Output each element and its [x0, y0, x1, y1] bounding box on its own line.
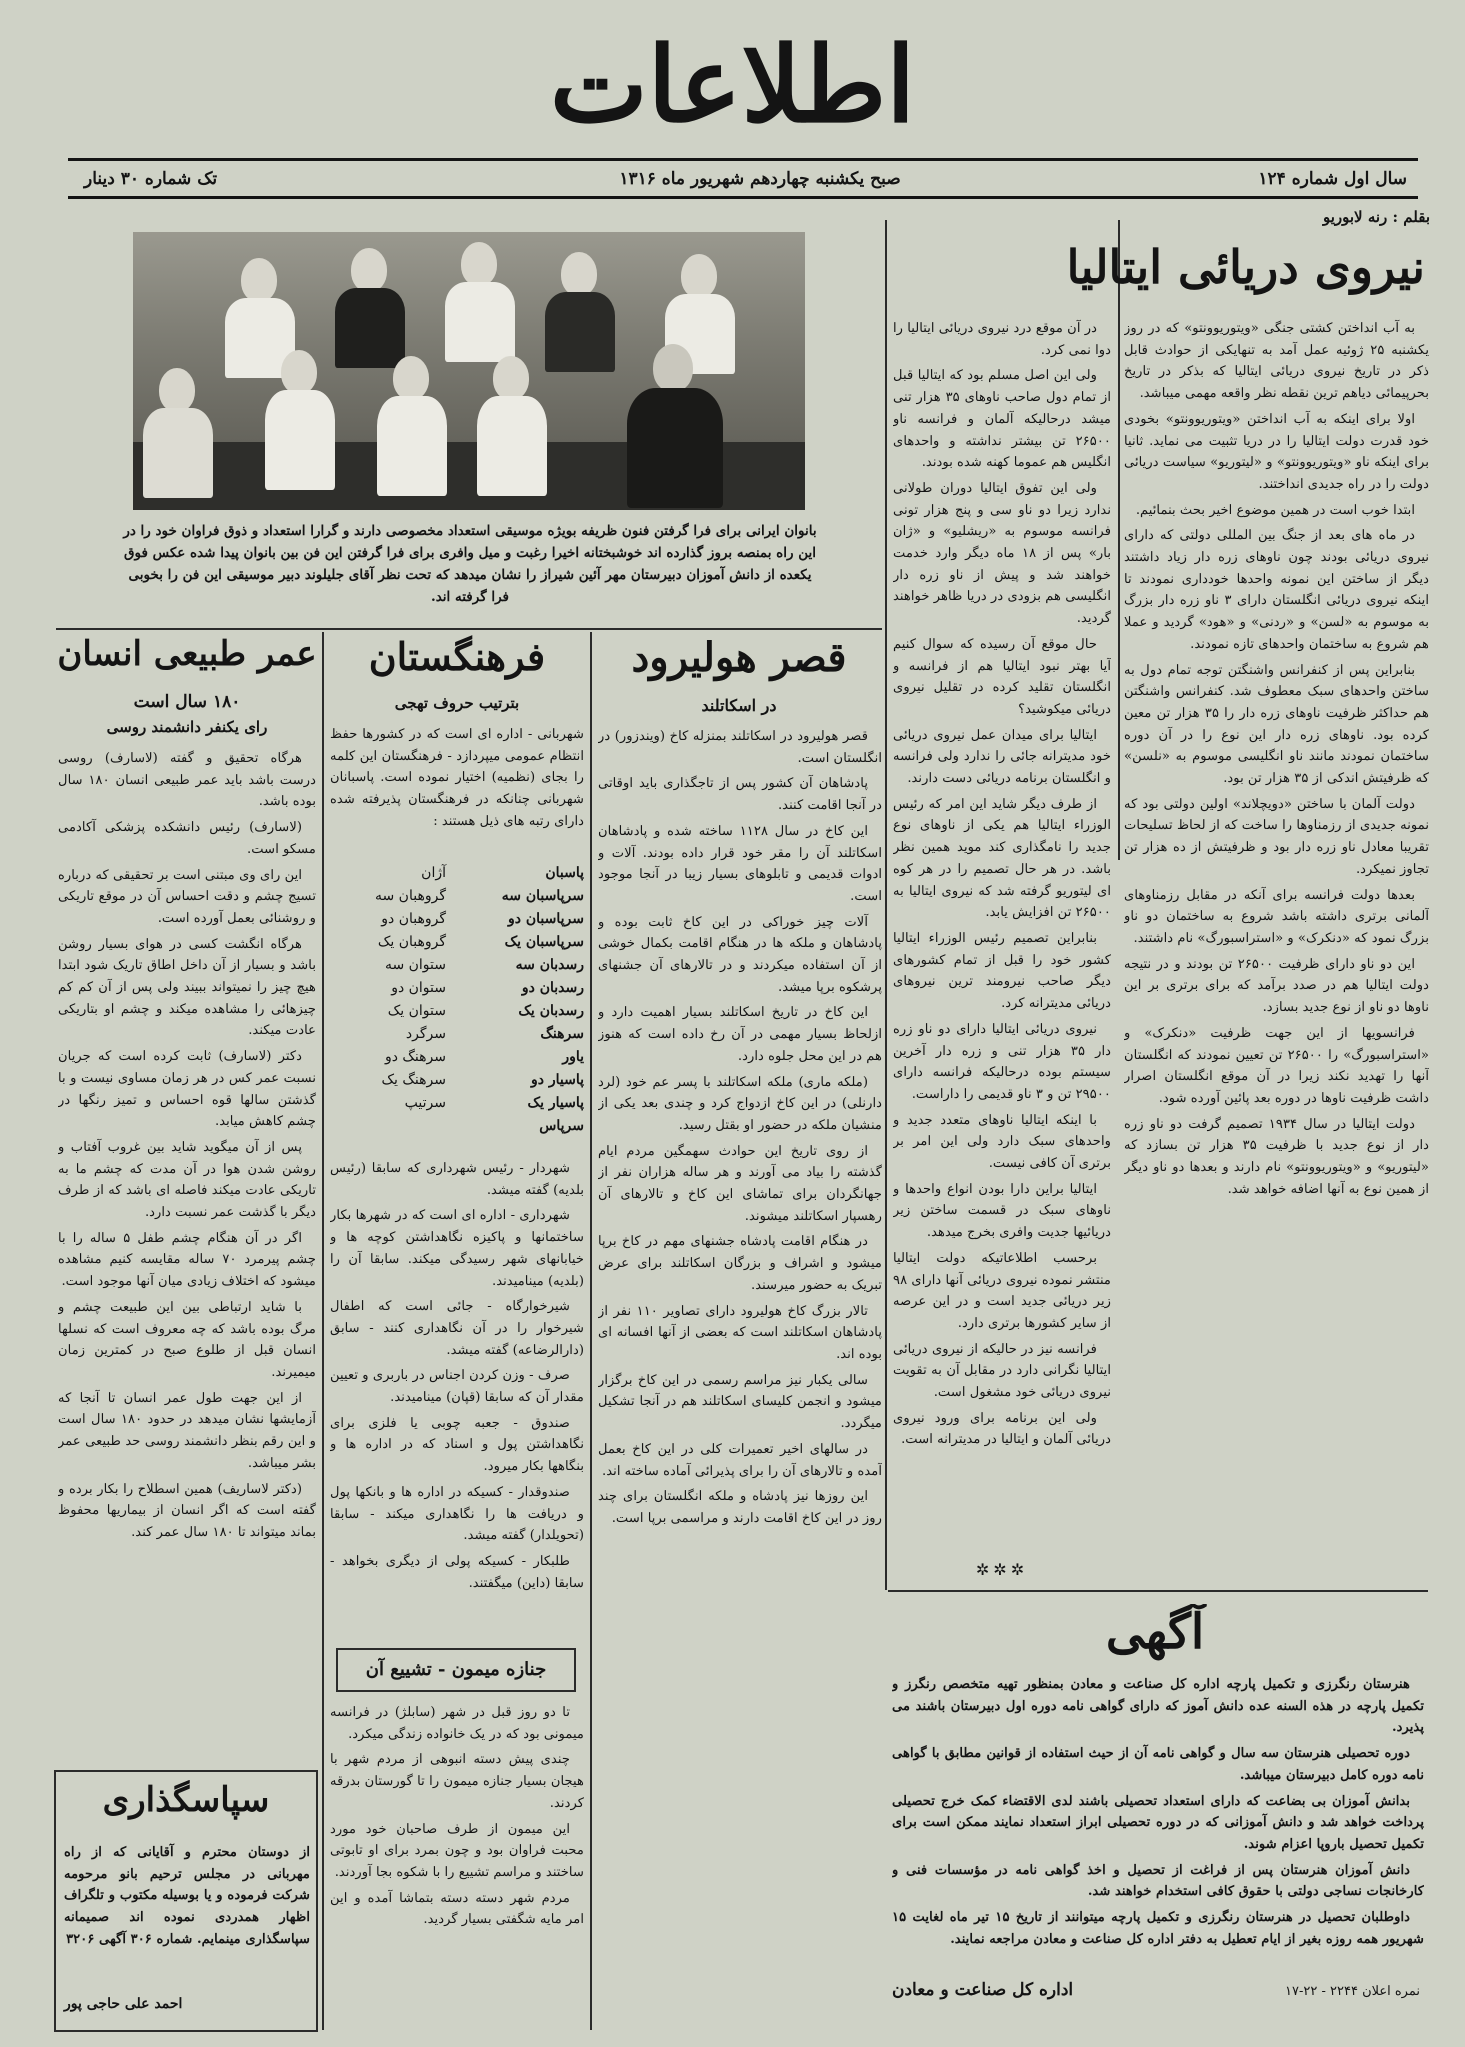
ad-body — [892, 1674, 1424, 1972]
rank-item: پاسیار دو — [530, 1072, 584, 1088]
rank-item: ستوان دو — [391, 980, 446, 996]
photo-figure-head — [159, 368, 195, 412]
photo-figure-head — [351, 248, 387, 292]
navy-col2-p7: نیروی دریائی ایتالیا دارای دو ناو زره دار ۳۵ هزار تنی و زره دار آخرین سیستم بوده درحالیکه فرانسه دارای ۲۹۵۰۰ تن و ۳ ناو قدیمی را داراست. — [893, 1021, 1111, 1102]
rank-item: آژان — [421, 865, 446, 881]
ad-number: نمره اعلان ۲۲۴۴ - ۲۲-۱۷ — [1284, 1984, 1420, 1999]
hollywood-p3: آلات چیز خوراکی در این کاخ ثابت بوده و پادشاهان و ملکه ها در هنگام اقامت بکمال خوشی از آن استفاده میکردند و در تالارهای آن جشنهای پرشکوه برپا میشد. — [598, 914, 882, 995]
navy-col1-p7: این دو ناو دارای ظرفیت ۲۶۵۰۰ تن بودند و در نتیجه دولت ایتالیا هم در صدد برآمد که برای برتری بر این ناوها دو ناو از نوع جدید بسازد. — [1124, 956, 1429, 1016]
navy-col-left — [893, 318, 1111, 1560]
divider-h-ad-top — [888, 1590, 1428, 1592]
lifespan-title: عمر طبیعی انسان — [57, 634, 317, 674]
lifespan-p2: این رای وی مبتنی است بر تحقیقی که درباره تسیج چشم و دقت احساس آن در موقع تاریکی و روشنائی بعمل آورده است. — [58, 867, 316, 926]
navy-col2-p2: ولی این تفوق ایتالیا دوران طولانی ندارد زیرا دو ناو سی و پنج هزار تونی فرانسه موسوم به «ریشلیو» و «ژان بار» پس از ۱۸ ماه دیگر وارد خدمت خواهند شد و پیش از ناو زره دار انگلیسی هم بزودی در دریا ظاهر خواهند گردید. — [893, 480, 1111, 627]
thanks-signature: احمد علی حاجی پور — [64, 1996, 183, 2012]
rank-item: یاور — [562, 1049, 584, 1065]
dateline-date: صبح یکشنبه چهاردهم شهریور ماه ۱۳۱۶ — [619, 169, 901, 189]
hollywood-subtitle: در اسکاتلند — [701, 696, 777, 715]
navy-col1-p4: بنابراین پس از کنفرانس واشنگتن توجه تمام دول به ساختن واحدهای سبک معطوف شد. کنفرانس واشنگتن هم حداکثر ظرفیت ناوهای زره دار را ۳۵ هزار تن معین کرده بود. ناوهای زره دار این نوع را در آن دوره ساختمان نمودند مانند ناو انگلیسی موسوم به «نلسن» که ظرفیتش اندکی از ۳۵ هزار تن بود. — [1124, 662, 1429, 787]
rank-item: ستوان یک — [387, 1003, 446, 1019]
masthead-rule-bottom — [68, 196, 1418, 199]
photo-figure-head — [493, 356, 529, 400]
photo-figure-head — [681, 254, 717, 298]
navy-col2-p3: حال موقع آن رسیده که سوال کنیم آیا بهتر نبود ایتالیا هم از فرانسه و انگلستان تقلید کرده در تقلیل نیروی دریائی میکوشید؟ — [893, 636, 1111, 717]
lifespan-subtitle-2: رای یکنفر دانشمند روسی — [106, 718, 268, 736]
photo-music-students — [133, 232, 805, 510]
photo-figure-head — [653, 344, 693, 392]
masthead-title: اطلاعات — [549, 23, 916, 146]
lifespan-subtitle-1: ۱۸۰ سال است — [133, 692, 241, 712]
photo-figure-body — [445, 282, 515, 362]
navy-col1-p6: بعدها دولت فرانسه برای آنکه در مقابل رزمناوهای آلمانی برتری داشته باشد شروع به ساختمان دو ناو بزرگ نمود که «دنکرک» و «استراسبورگ» نام داشتند. — [1124, 887, 1429, 946]
farhangestan-subtitle: بترتیب حروف تهجی — [394, 694, 520, 712]
ad-p0: هنرستان رنگرزی و تکمیل پارچه اداره کل صناعت و معادن بمنظور تهیه متخصص رنگرز و تکمیل پارچه در هذه السنه عده دانش آموز که دارای گواهی نامه دوره اول دبیرستان باشند می پذیرد. — [892, 1677, 1424, 1736]
ad-p4: داوطلبان تحصیل در هنرستان رنگرزی و تکمیل پارچه میتوانند از تاریخ ۱۵ تیر ماه لغایت ۱۵ شهریور همه روزه بغیر از ایام تعطیل به دفتر اداره کل صناعت و معادن مراجعه نمایند. — [892, 1910, 1424, 1947]
navy-col2-p8: با اینکه ایتالیا ناوهای متعدد جدید و واحدهای سبک دارد ولی این امر بر برتری آن کافی نیست. — [893, 1112, 1111, 1172]
navy-col-right — [1124, 318, 1429, 1586]
navy-col2-p5: از طرف دیگر شاید این امر که رئیس الوزراء ایتالیا هم یکی از ناوهای نوع جدید را نامگذاری کند موید همین نظر باشد. در هر حال تصمیم را در هر کوه ای لیتوریو گرفته شد که نیروی ایتالیا به ۲۶۵۰۰ تن افزایش یابد. — [893, 796, 1111, 921]
navy-col1-p3: در ماه های بعد از جنگ بین المللی دولتی که دارای نیروی دریائی بودند چون ناوهای زره دار زیاد داشتند دیگر از ساختن این نمونه واحدها خودداری نمودند تا اینکه نیروی دریائی انگلستان دارای ۳ ناو زره دار بزرگ به موسوم به «لسن» و «ردنی» و «هود» گردید و عملا هم شروع به ساختمان واحدهای تازه نمودند. — [1124, 528, 1429, 652]
lifespan-p6: اگر در آن هنگام چشم طفل ۵ ساله را با چشم پیرمرد ۷۰ ساله مقایسه کنیم مشاهده میشود که اختلاف زیادی میان آنها موجود است. — [58, 1230, 316, 1290]
hollywood-p6: از روی تاریخ این حوادث سهمگین مردم ایام گذشته را بیاد می آورند و هر ساله هزاران نفر از جهانگردان برای تماشای این کاخ و تالارهای آن رهسپار اسکاتلند میشوند. — [598, 1143, 882, 1224]
rank-item: سرهنگ — [540, 1026, 584, 1042]
rank-item: سرپاسبان یک — [504, 934, 584, 950]
farhangestan-title: فرهنگستان — [368, 634, 546, 679]
rank-item: سرهنگ یک — [381, 1072, 446, 1088]
ad-signature: اداره کل صناعت و معادن — [892, 1980, 1074, 2000]
photo-figure-head — [281, 350, 317, 394]
lifespan-p5: پس از آن میگوید شاید بین غروب آفتاب و روشن شدن هوا در آن مدت که چشم ما به تاریکی عادت میکند فاصله ای باشد که از طرف دیگر با گذشت عمر نسبت دارد. — [58, 1139, 316, 1221]
farhangestan-p3: صرف - وزن کردن اجناس در باربری و تعیین مقدار آن که سابقا (قپان) مینامیدند. — [330, 1368, 584, 1406]
navy-col2-p1: ولی این اصل مسلم بود که ایتالیا قبل از تمام دول صاحب ناوهای ۳۵ هزار تنی میشد درحالیکه آلمان و فرانسه ناو ۲۶۵۰۰ تن بیشتر نداشته و واحدهای انگلیس هم عموما کهنه شده بودند. — [893, 368, 1111, 471]
photo-figure-body — [627, 388, 723, 508]
ad-p3: دانش آموزان هنرستان پس از فراغت از تحصیل و اخذ گواهی نامه در مؤسسات فنی و کارخانجات نساجی دولتی با حقوق کافی استخدام خواهند شد. — [892, 1862, 1424, 1900]
farhangestan-body — [330, 1158, 584, 1638]
photo-figure-body — [335, 288, 405, 368]
photo-figure-body — [265, 390, 335, 490]
photo-figure-body — [377, 396, 447, 496]
rank-item: پاسبان — [545, 865, 584, 881]
navy-col2-p0: در آن موقع درد نیروی دریائی ایتالیا را دوا نمی کرد. — [893, 321, 1111, 358]
hollywood-p7: در هنگام اقامت پادشاه جشنهای مهم در کاخ برپا میشود و اشراف و بزرگان اسکاتلند برای عرض تبریک به حضور میرسند. — [598, 1234, 882, 1293]
navy-stars: ✲✲✲ — [975, 1560, 1029, 1579]
rank-item: سرپاسبان سه — [501, 888, 584, 904]
farhangestan-p4: صندوق - جعبه چوبی یا فلزی برای نگاهداشتن پول و اسناد که در اداره ها و بنگاهها بکار میرود. — [330, 1415, 584, 1475]
navy-byline: بقلم : رنه لابوریو — [1322, 208, 1430, 226]
dateline-price: تک شماره ۳۰ دینار — [84, 169, 218, 189]
hollywood-p4: این کاخ در تاریخ اسکاتلند بسیار اهمیت دارد و ازلحاظ بسیار مهمی در آن رخ داده است که هنوز هم در این محل جلوه دارد. — [598, 1005, 882, 1064]
hollywood-p0: قصر هولیرود در اسکاتلند بمنزله کاخ (ویندزور) در انگلستان است. — [598, 729, 882, 766]
masthead-rule-top — [68, 158, 1418, 161]
thanks-title: سپاسگذاری — [102, 1780, 270, 1820]
navy-col1-p8: فرانسویها از این جهت ظرفیت «دنکرک» و «استراسبورگ» را ۲۶۵۰۰ تن تعیین نمودند که انگلستان آنها را تهدید نکند زیرا در آن موقع انگلستان اصرار داشت ظرفیت ناوها در دوره بعد پائین آورده شود. — [1124, 1025, 1429, 1106]
ad-title: آگهی — [1105, 1604, 1205, 1660]
photo-caption: بانوان ایرانی برای فرا گرفتن فنون ظریفه بویژه موسیقی استعداد مخصوصی دارند و گرارا استعداد و ذوق فراوان خود را در این راه بمنصه بروز گذارده اند خوشبختانه اخیرا رغبت و میل وافری برای فرا گرفتن این فن بین بانوان پیدا شده عکس فوق یکعده از دانش آموزان دبیرستان مهر آئین شیراز را نشان میدهد که تحت نظر آقای جلیلوند دبیر موسیقی این فن را بخوبی فرا گرفته اند. — [123, 523, 817, 605]
divider-h-photo-bottom — [56, 628, 882, 630]
navy-col2-p9: ایتالیا براین دارا بودن انواع واحدها و ناوهای سبک در قسمت ساختن زیر دریائیها جدیت وافری بخرج میدهد. — [893, 1181, 1111, 1241]
lifespan-p3: هرگاه انگشت کسی در هوای بسیار روشن باشد و بسیار از آن داخل اطاق تاریک شود ابتدا هیچ چیز را نمیتواند ببیند ولی پس از آن کم کم چیزهائی را مشاهده میکند و چشم او بتاریکی عادت میکند. — [58, 936, 316, 1039]
hollywood-p10: در سالهای اخیر تعمیرات کلی در این کاخ بعمل آمده و تالارهای آن را برای پذیرائی آماده ساخته اند. — [598, 1441, 882, 1479]
rank-item: گروهبان دو — [381, 911, 446, 927]
hollywood-p5: (ملکه ماری) ملکه اسکاتلند با پسر عم خود (لرد دارنلی) در این کاخ ازدواج کرد و چندی بعد یکی از منشیان ملکه در حضور او بقتل رسید. — [598, 1074, 882, 1133]
navy-col2-p12: ولی این برنامه برای ورود نیروی دریائی آلمان و ایتالیا در مدیترانه است. — [893, 1410, 1111, 1448]
rank-item: گروهبان یک — [377, 934, 446, 950]
divider-v-navy-right — [1118, 220, 1120, 860]
navy-col1-p2: ابتدا خوب است در همین موضوع اخیر بحث بنمائیم. — [1135, 502, 1415, 518]
farhangestan-p1: شهرداری - اداره ای است که در شهرها بکار ساختمانها و پاکیزه نگاهداشتن کوچه ها و خیابانهای شهر رسیدگی میکند. سابقا آن را (بلدیه) مینامیدند. — [330, 1208, 584, 1289]
funeral-p2: این میمون از طرف صاحبان خود مورد محبت فراوان بود و چون بمرد برای او تابوتی ساختند و مراسم تشییع را با شکوه بجا آوردند. — [330, 1821, 584, 1880]
hollywood-p9: سالی یکبار نیز مراسم رسمی در این کاخ برگزار میشود و انجمن کلیسای اسکاتلند هم در آنجا تشکیل میگردد. — [598, 1372, 882, 1432]
divider-v-hollywood — [590, 632, 592, 2030]
rank-item: سرهنگ دو — [384, 1049, 446, 1065]
hollywood-title: قصر هولیرود — [631, 634, 847, 681]
ad-p2: بدانش آموزان بی بضاعت که دارای استعداد تحصیلی باشند لدی الاقتضاء کمک خرج تحصیلی پرداخت خواهد شد و دانش آموزانی که در دوره تحصیلی ابراز استعداد نمایند ممکن است برای تکمیل تحصیل باروپا اعزام شوند. — [892, 1793, 1424, 1852]
rank-item: پاسیار یک — [527, 1095, 584, 1111]
lifespan-p9: (دکتر لاساریف) همین اسطلاح را بکار برده و گفته است که اگر انسان از بیماریها محفوظ بماند میتواند تا ۱۸۰ سال عمر کند. — [58, 1481, 316, 1540]
farhangestan-intro: شهربانی - اداره ای است که در کشورها حفظ انتظام عمومی میپردازد - فرهنگستان این کلمه را بجای (نظمیه) اختیار نموده است. پاسبانان شهربانی چنانکه در فرهنگستان پذیرفته شده دارای رتبه های ذیل هستند : — [330, 727, 584, 829]
rank-item: سرپاس — [539, 1118, 584, 1134]
ad-p1: دوره تحصیلی هنرستان سه سال و گواهی نامه آن از حیث استفاده از قوانین مطابق با گواهی نامه دوره کامل دبیرستان میباشد. — [892, 1746, 1424, 1783]
hollywood-body — [598, 726, 882, 2026]
farhangestan-p0: شهردار - رئیس شهرداری که سابقا (رئیس بلدیه) گفته میشد. — [330, 1161, 584, 1198]
navy-title: نیروی دریائی ایتالیا — [1066, 240, 1425, 294]
funeral-title: جنازه میمون - تشییع آن — [336, 1648, 576, 1692]
rank-item: سرتیپ — [404, 1095, 446, 1111]
lifespan-body — [58, 748, 316, 1748]
photo-figure-body — [545, 292, 615, 372]
hollywood-p8: تالار بزرگ کاخ هولیرود دارای تصاویر ۱۱۰ نفر از پادشاهان اسکاتلند است که بعضی از آنها افسانه ای بوده اند. — [598, 1303, 882, 1362]
photo-figure-head — [393, 356, 429, 400]
lifespan-p0: هرگاه تحقیق و گفته (لاسارف) روسی درست باشد باید عمر طبیعی انسان ۱۸۰ سال بوده باشد. — [58, 751, 316, 810]
navy-col2-p4: ایتالیا برای میدان عمل نیروی دریائی خود مدیترانه جائی را ندارد ولی فرانسه و انگلستان برنامه دریائی دست دارند. — [893, 727, 1111, 787]
lifespan-p1: (لاسارف) رئیس دانشکده پزشکی آکادمی مسکو است. — [58, 820, 316, 857]
funeral-p0: تا دو روز قبل در شهر (سابلژ) در فرانسه میمونی بود که در یک خانواده زندگی میکرد. — [330, 1705, 584, 1742]
divider-v-navy-left — [885, 220, 887, 1590]
navy-col2-p6: بنابراین تصمیم رئیس الوزراء ایتالیا کشور خود را قبل از تمام کشورهای دیگر صاحب نیرومند ترین نیروهای دریائی مدیترانه کرد. — [893, 930, 1111, 1012]
farhangestan-ranks-left — [334, 862, 446, 1150]
hollywood-p1: پادشاهان آن کشور پس از تاجگذاری باید اوقاتی در آنجا اقامت کنند. — [598, 776, 882, 814]
navy-col2-p10: برحسب اطلاعاتیکه دولت ایتالیا منتشر نموده نیروی دریائی آنها دارای ۹۸ زیر دریائی جدید است و در این عرصه از سایر کشورها برتری دارد. — [893, 1250, 1111, 1331]
farhangestan-p6: طلبکار - کسیکه پولی از دیگری بخواهد - سابقا (داین) میگفتند. — [330, 1553, 584, 1591]
farhangestan-ranks-right — [462, 862, 584, 1150]
navy-col1-p1: اولا برای اینکه به آب انداختن «ویتوریوونتو» بخودی خود قدرت دولت ایتالیا را در دریا تثبیت می نماید. ثانیا برای اینکه ناو «ویتوریوونتو» و «لیتوریو» سیاست دریائی دولت را در راه جدیدی انداختند. — [1124, 411, 1429, 492]
rank-item: رسدبان دو — [521, 980, 584, 996]
rank-item: رسدبان سه — [515, 957, 584, 973]
photo-figure-body — [477, 396, 547, 496]
divider-v-farhang — [322, 632, 324, 2030]
lifespan-p4: دکتر (لاسارف) ثابت کرده است که جریان نسبت عمر کس در هر زمان مساوی نیست و با گذشتن سالها قوه احساس و تمیز رنگها در چشم کاهش میابد. — [58, 1049, 316, 1130]
rank-item: سرپاسبان دو — [508, 911, 584, 927]
hollywood-p11: این روزها نیز پادشاه و ملکه انگلستان برای چند روز در این کاخ اقامت دارند و مراسمی برپا است. — [598, 1489, 882, 1526]
funeral-p1: چندی پیش دسته انبوهی از مردم شهر با هیجان بسیار جنازه میمون را تا گورستان بدرقه کردند. — [330, 1752, 584, 1811]
lifespan-p7: با شاید ارتباطی بین این طبیعت چشم و مرگ بوده باشد که چه معروف است که نسلها انسان قبل از طلوع صبح در کمترین زمان میمیرند. — [58, 1299, 316, 1380]
photo-figure-head — [461, 242, 497, 286]
navy-col2-p11: فرانسه نیز در حالیکه از نیروی دریائی ایتالیا نگرانی دارد در مقابل آن به تقویت نیروی دریائی خود مشغول است. — [893, 1341, 1111, 1401]
photo-figure-head — [241, 258, 277, 302]
farhangestan-p2: شیرخوارگاه - جائی است که اطفال شیرخوار را در آن نگاهداری کنند - سابق (دارالرضاعه) گفته میشد. — [330, 1299, 584, 1358]
rank-item: ستوان سه — [384, 957, 446, 973]
rank-item: گروهبان سه — [375, 888, 446, 904]
photo-figure-head — [561, 252, 597, 296]
rank-item: رسدبان یک — [518, 1003, 584, 1019]
navy-col1-p9: دولت ایتالیا در سال ۱۹۳۴ تصمیم گرفت دو ناو زره دار از نوع جدید با ظرفیت ۳۵ هزار تن بسازد که «لیتوریو» و «ویتوریوونتو» نام دارند و بعدها دو ناو دیگر از همین نوع به آنها اضافه خواهد شد. — [1124, 1116, 1429, 1197]
navy-col1-p5: دولت آلمان با ساختن «دویچلاند» اولین دولتی بود که نمونه جدیدی از رزمناوها را ساخت که از لحاظ تسلیحات تقریبا معادل ناو زره دار بود و ظرفیتش از ده هزار تن تجاوز نمیکرد. — [1124, 796, 1429, 877]
funeral-p3: مردم شهر دسته دسته بتماشا آمده و این امر مایه شگفتی بسیار گردید. — [330, 1890, 584, 1928]
navy-col1-p0: به آب انداختن کشتی جنگی «ویتوریوونتو» که در روز یکشنبه ۲۵ ژوئیه عمل آمد به تنهایکی از حوادث قابل ذکر در تاریخ نیروی دریائی ایتالیا که بذکر در تاریخ بحرپیمائی دیاهم ترین نقطه نظر واقعه مهمی میباشد. — [1124, 321, 1429, 402]
funeral-body — [330, 1702, 584, 2028]
photo-figure-body — [143, 408, 213, 498]
hollywood-p2: این کاخ در سال ۱۱۲۸ ساخته شده و پادشاهان اسکاتلند آن را مقر خود قرار داده بودند. آلات و ادوات قدیمی و تابلوهای بسیار زیبا در آنجا موجود است. — [598, 823, 882, 904]
farhangestan-p5: صندوقدار - کسیکه در اداره ها و بانکها پول و دریافت ها را نگاهداری میکند - سابقا (تحویلدار) گفته میشد. — [330, 1484, 584, 1544]
lifespan-p8: از این جهت طول عمر انسان تا آنجا که آزمایشها نشان میدهد در حدود ۱۸۰ سال است و این رقم بنظر دانشمند روسی حد طبیعی عمر بشر میباشد. — [58, 1390, 316, 1471]
rank-item: سرگرد — [405, 1026, 446, 1042]
dateline-issue: سال اول شماره ۱۲۴ — [1258, 169, 1407, 189]
thanks-text: از دوستان محترم و آقایانی که از راه مهربانی در مجلس ترحیم بانو مرحومه شرکت فرموده و یا بوسیله مکتوب و تلگراف اظهار همدردی نموده اند صمیمانه سپاسگذاری مینمایم. شماره ۳۰۶ آگهی ۳۲۰۶ — [64, 1845, 310, 1947]
